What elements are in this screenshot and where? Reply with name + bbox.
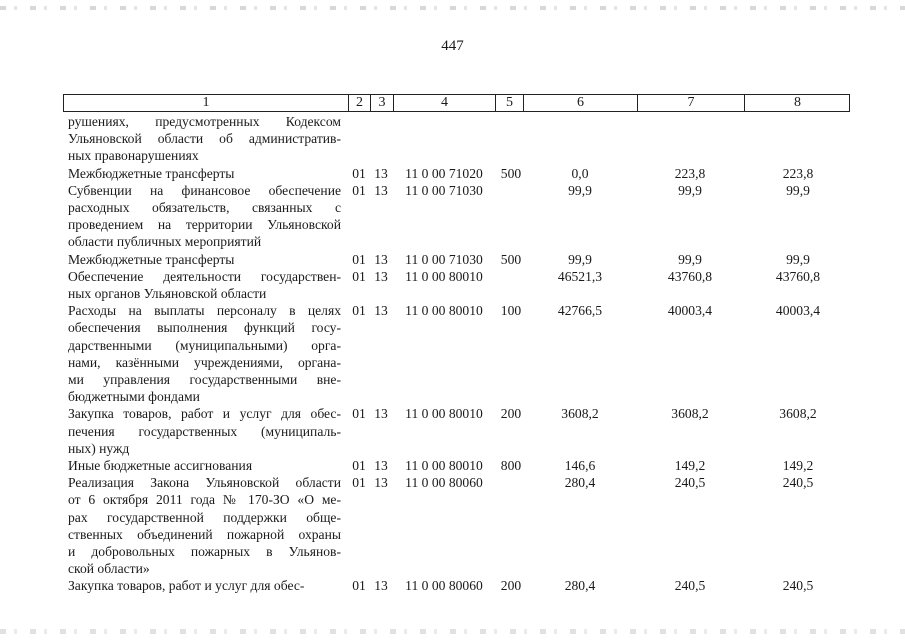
row-amount-year-1: 280,4: [564, 578, 596, 594]
row-description: [68, 268, 341, 302]
row-subsection-code: 13: [374, 406, 388, 422]
row-expense-type: 200: [500, 406, 522, 422]
row-amount-year-1: 99,9: [568, 251, 592, 267]
row-amount-year-1: 46521,3: [557, 268, 603, 284]
row-amount-year-3: 40003,4: [775, 303, 821, 319]
row-amount-year-1: 42766,5: [557, 303, 603, 319]
row-subsection-code: 13: [374, 165, 388, 181]
description-line: ми управления государственными вне-: [68, 372, 341, 387]
row-target-article: 11 0 00 80010: [405, 268, 483, 284]
header-col-5: 5: [495, 95, 523, 111]
row-amount-year-3: 223,8: [782, 165, 814, 181]
description-line: Обеспечение деятельности государствен-: [68, 268, 341, 284]
description-line: печения государственных (муниципаль-: [68, 423, 341, 439]
row-section-code: 01: [352, 578, 366, 594]
row-description: [68, 182, 341, 251]
description-line: проведением на территории Ульяновской: [68, 217, 341, 233]
row-amount-year-2: 223,8: [674, 165, 706, 181]
row-description: [68, 113, 341, 165]
row-target-article: 11 0 00 80010: [405, 406, 483, 422]
row-section-code: 01: [352, 165, 366, 181]
description-line: ных органов Ульяновской области: [68, 286, 267, 301]
row-subsection-code: 13: [374, 182, 388, 198]
description-line: нами, казёнными учреждениями, органа-: [68, 354, 341, 370]
row-amount-year-1: 146,6: [564, 458, 596, 473]
description-line: Субвенции на финансовое обеспечение: [68, 182, 341, 198]
description-line: дарственными (муниципальными) орга-: [68, 337, 341, 353]
row-description: [68, 577, 341, 594]
row-amount-year-1: 3608,2: [561, 406, 599, 422]
description-line: ской области»: [68, 561, 150, 577]
header-col-1: 1: [202, 95, 210, 110]
row-amount-year-3: 3608,2: [779, 406, 817, 422]
header-col-6: 6: [523, 95, 637, 111]
row-description: [68, 474, 341, 577]
description-line: Расходы на выплаты персоналу в целях: [68, 303, 341, 319]
description-line: области публичных мероприятий: [68, 234, 262, 250]
row-target-article: 11 0 00 71020: [405, 165, 483, 181]
row-amount-year-3: 43760,8: [775, 268, 821, 284]
scan-edge-bottom: [0, 629, 905, 634]
description-line: Закупка товаров, работ и услуг для обес-: [68, 578, 305, 594]
row-amount-year-2: 99,9: [678, 251, 702, 267]
row-target-article: 11 0 00 80010: [405, 303, 483, 319]
row-amount-year-3: 99,9: [786, 182, 810, 198]
description-line: Закупка товаров, работ и услуг для обес-: [68, 406, 341, 422]
row-amount-year-2: 149,2: [674, 458, 706, 473]
description-line: Межбюджетные трансферты: [68, 165, 235, 181]
row-subsection-code: 13: [374, 251, 388, 267]
row-amount-year-2: 99,9: [678, 182, 702, 198]
row-amount-year-2: 40003,4: [667, 303, 713, 319]
row-amount-year-2: 3608,2: [671, 406, 709, 422]
header-col-3: 3: [370, 95, 393, 111]
row-section-code: 01: [352, 268, 366, 284]
row-section-code: 01: [352, 475, 366, 491]
description-line: бюджетными фондами: [68, 389, 200, 405]
description-line: рушениях, предусмотренных Кодексом: [68, 114, 341, 129]
description-line: ных правонарушениях: [68, 148, 199, 164]
row-description: [68, 405, 341, 457]
header-col-2: 2: [348, 95, 370, 111]
row-subsection-code: 13: [374, 458, 388, 473]
header-col-7: 7: [637, 95, 744, 111]
row-subsection-code: 13: [374, 303, 388, 319]
row-target-article: 11 0 00 80060: [405, 475, 483, 491]
description-line: Межбюджетные трансферты: [68, 251, 235, 267]
row-target-article: 11 0 00 71030: [405, 182, 483, 198]
row-description: [68, 251, 341, 268]
row-subsection-code: 13: [374, 475, 388, 491]
row-description: [68, 165, 341, 182]
description-line: ственных объединений пожарной охраны: [68, 526, 341, 542]
row-section-code: 01: [352, 458, 366, 473]
row-expense-type: 500: [500, 165, 522, 181]
description-line: ных) нужд: [68, 440, 130, 456]
row-amount-year-3: 240,5: [782, 475, 814, 491]
row-section-code: 01: [352, 182, 366, 198]
row-target-article: 11 0 00 80060: [405, 578, 483, 594]
description-line: Реализация Закона Ульяновской области: [68, 475, 341, 491]
row-section-code: 01: [352, 406, 366, 422]
row-expense-type: 100: [500, 303, 522, 319]
description-line: расходных обязательств, связанных с: [68, 200, 341, 215]
header-col-4: 4: [393, 95, 495, 111]
description-line: и добровольных пожарных в Ульянов-: [68, 544, 341, 559]
row-description: [68, 302, 341, 405]
description-line: рах государственной поддержки обще-: [68, 509, 341, 525]
row-description: [68, 457, 341, 474]
row-amount-year-3: 240,5: [782, 578, 814, 594]
row-amount-year-1: 0,0: [571, 165, 589, 181]
row-amount-year-2: 43760,8: [667, 268, 713, 284]
description-line: Иные бюджетные ассигнования: [68, 458, 253, 473]
row-section-code: 01: [352, 303, 366, 319]
description-line: обеспечения выполнения функций госу-: [68, 320, 341, 336]
row-subsection-code: 13: [374, 268, 388, 284]
page-number: 447: [441, 38, 464, 54]
row-amount-year-1: 280,4: [564, 475, 596, 491]
row-amount-year-3: 99,9: [786, 251, 810, 267]
row-section-code: 01: [352, 251, 366, 267]
row-amount-year-1: 99,9: [568, 182, 592, 198]
row-amount-year-2: 240,5: [674, 578, 706, 594]
description-line: Ульяновской области об административ-: [68, 131, 341, 147]
header-col-8: 8: [744, 95, 850, 111]
description-line: от 6 октября 2011 года № 170-ЗО «О ме-: [68, 492, 341, 508]
row-target-article: 11 0 00 71030: [405, 251, 483, 267]
row-expense-type: 500: [500, 251, 522, 267]
row-target-article: 11 0 00 80010: [405, 458, 483, 473]
row-subsection-code: 13: [374, 578, 388, 594]
row-expense-type: 800: [500, 458, 522, 473]
row-amount-year-3: 149,2: [782, 458, 814, 473]
row-expense-type: 200: [500, 578, 522, 594]
row-amount-year-2: 240,5: [674, 475, 706, 491]
